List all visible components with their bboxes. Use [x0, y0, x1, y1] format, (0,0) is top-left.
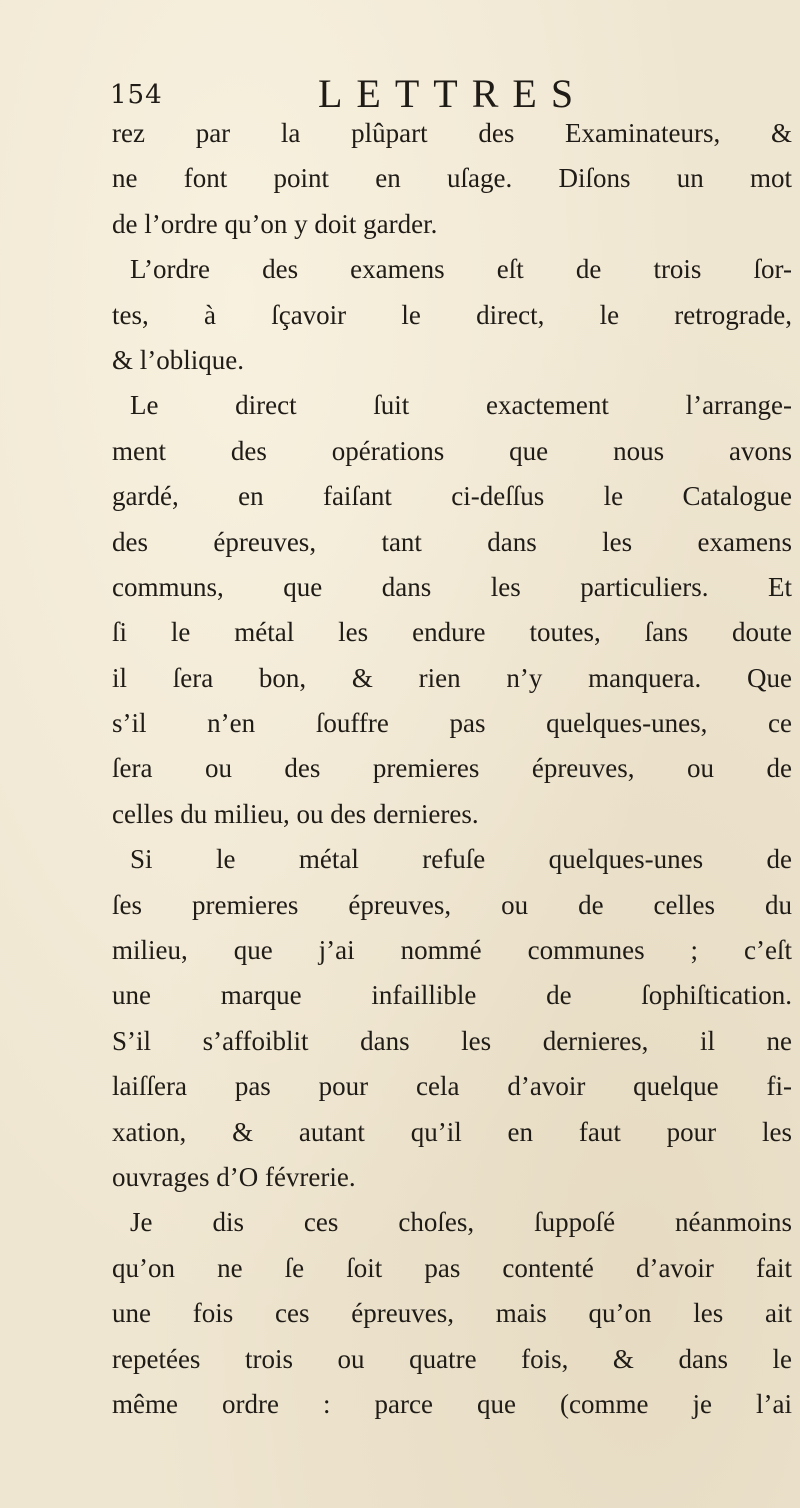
text-line: rez par la plûpart des Examinateurs, & — [112, 118, 792, 148]
text-line: ne font point en uſage. Diſons un mot — [112, 163, 792, 194]
text-line: ment des opérations que nous avons — [112, 435, 792, 466]
text-line: L’ordre des examens eſt de trois ſor- — [130, 254, 792, 285]
text-line: même ordre : parce que (comme je l’ai — [112, 1388, 792, 1419]
text-line: ſi le métal les endure toutes, ſans doute — [112, 617, 792, 648]
text-line: milieu, que j’ai nommé communes ; c’eſt — [112, 935, 792, 966]
text-line: celles du milieu, ou des dernieres. — [112, 798, 479, 829]
text-line: laiſſera pas pour cela d’avoir quelque fi- — [112, 1071, 792, 1102]
text-line: repetées trois ou quatre fois, & dans le — [112, 1343, 792, 1374]
text-line: il ſera bon, & rien n’y manquera. Que — [112, 662, 792, 693]
text-line: tes, à ſçavoir le direct, le retrograde, — [112, 299, 792, 330]
text-line: S’il s’affoiblit dans les dernieres, il ne — [112, 1025, 792, 1056]
text-line: des épreuves, tant dans les examens — [112, 526, 792, 557]
text-line: communs, que dans les particuliers. Et — [112, 571, 792, 602]
text-line: ſera ou des premieres épreuves, ou de — [112, 753, 792, 784]
text-line: xation, & autant qu’il en faut pour les — [112, 1116, 792, 1147]
text-line: ſes premieres épreuves, ou de celles du — [112, 889, 792, 920]
text-line: de l’ordre qu’on y doit garder. — [112, 208, 438, 239]
text-line: s’il n’en ſouffre pas quelques-unes, ce — [112, 708, 792, 739]
page-number: 154 — [110, 80, 163, 110]
text-line: ouvrages d’O févrerie. — [112, 1161, 356, 1192]
text-line: Si le métal refuſe quelques-unes de — [130, 844, 792, 875]
running-title: LETTRES — [318, 71, 588, 116]
body-text — [112, 111, 792, 1427]
text-line: Le direct ſuit exactement l’arrange- — [130, 390, 792, 421]
text-line: gardé, en faiſant ci-deſſus le Catalogue — [112, 481, 792, 512]
text-line: & l’oblique. — [112, 344, 244, 375]
text-line: Je dis ces choſes, ſuppoſé néanmoins — [130, 1207, 792, 1238]
text-line: qu’on ne ſe ſoit pas contenté d’avoir fait — [112, 1252, 792, 1283]
text-line: une marque infaillible de ſophiſtication. — [112, 980, 792, 1011]
text-line: une fois ces épreuves, mais qu’on les ait — [112, 1298, 792, 1329]
